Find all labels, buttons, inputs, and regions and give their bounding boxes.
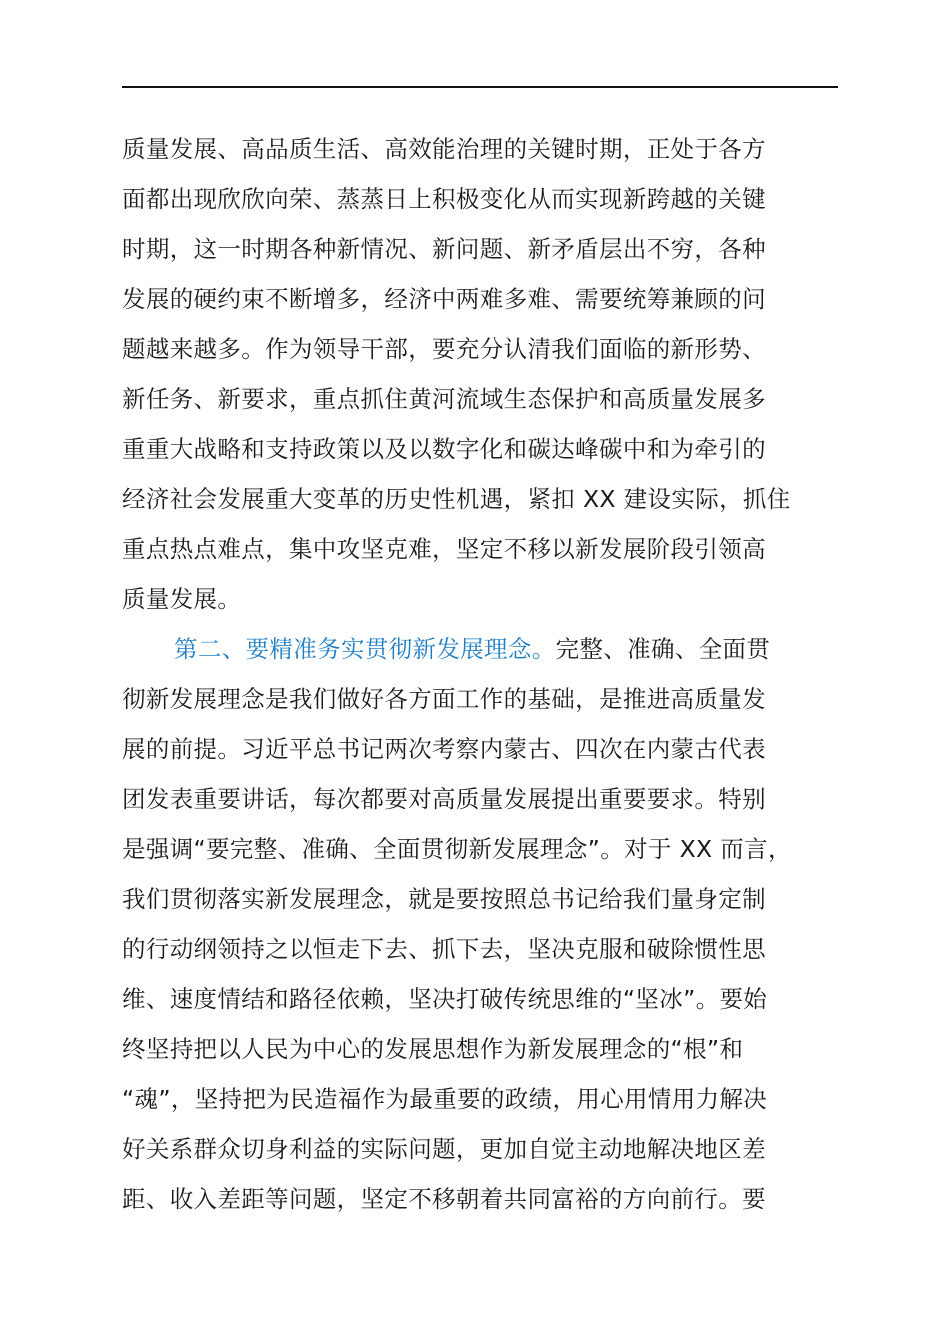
text-line: 我们贯彻落实新发展理念，就是要按照总书记给我们量身定制 bbox=[122, 885, 766, 913]
text-line: 质量发展。 bbox=[122, 585, 242, 613]
text-line: 是强调“要完整、准确、全面贯彻新发展理念”。对于 XX 而言， bbox=[122, 835, 792, 863]
text-line: 经济社会发展重大变革的历史性机遇，紧扣 XX 建设实际，抓住 bbox=[122, 485, 791, 513]
text-line: “魂”，坚持把为民造福作为最重要的政绩，用心用情用力解决 bbox=[122, 1085, 768, 1113]
text-line: 重点热点难点，集中攻坚克难，坚定不移以新发展阶段引领高 bbox=[122, 535, 766, 563]
text-line: 团发表重要讲话，每次都要对高质量发展提出重要要求。特别 bbox=[122, 785, 766, 813]
header-rule bbox=[122, 86, 838, 88]
first-line-text: 完整、准确、全面贯 bbox=[555, 635, 771, 663]
text-line: 维、速度情结和路径依赖，坚决打破传统思维的“坚冰”。要始 bbox=[122, 985, 768, 1013]
text-line: 终坚持把以人民为中心的发展思想作为新发展理念的“根”和 bbox=[122, 1035, 744, 1063]
text-line: 的行动纲领持之以恒走下去、抓下去，坚决克服和破除惯性思 bbox=[122, 935, 766, 963]
text-line: 新任务、新要求，重点抓住黄河流域生态保护和高质量发展多 bbox=[122, 385, 766, 413]
section-heading: 第二、要精准务实贯彻新发展理念。 bbox=[174, 635, 556, 663]
text-line: 好关系群众切身利益的实际问题，更加自觉主动地解决地区差 bbox=[122, 1135, 766, 1163]
text-line: 发展的硬约束不断增多，经济中两难多难、需要统筹兼顾的问 bbox=[122, 285, 766, 313]
text-line: 重重大战略和支持政策以及以数字化和碳达峰碳中和为牵引的 bbox=[122, 435, 766, 463]
document-body bbox=[122, 124, 838, 1224]
text-line: 时期，这一时期各种新情况、新问题、新矛盾层出不穷，各种 bbox=[122, 235, 766, 263]
text-line: 题越来越多。作为领导干部，要充分认清我们面临的新形势、 bbox=[122, 335, 766, 363]
text-line: 展的前提。习近平总书记两次考察内蒙古、四次在内蒙古代表 bbox=[122, 735, 766, 763]
text-line: 质量发展、高品质生活、高效能治理的关键时期，正处于各方 bbox=[122, 135, 766, 163]
text-line: 距、收入差距等问题，坚定不移朝着共同富裕的方向前行。要 bbox=[122, 1185, 766, 1213]
paragraph-2 bbox=[122, 624, 838, 1224]
paragraph-first-line bbox=[122, 624, 838, 674]
text-line: 彻新发展理念是我们做好各方面工作的基础，是推进高质量发 bbox=[122, 685, 766, 713]
paragraph-1 bbox=[122, 124, 838, 624]
text-line: 面都出现欣欣向荣、蒸蒸日上积极变化从而实现新跨越的关键 bbox=[122, 185, 766, 213]
